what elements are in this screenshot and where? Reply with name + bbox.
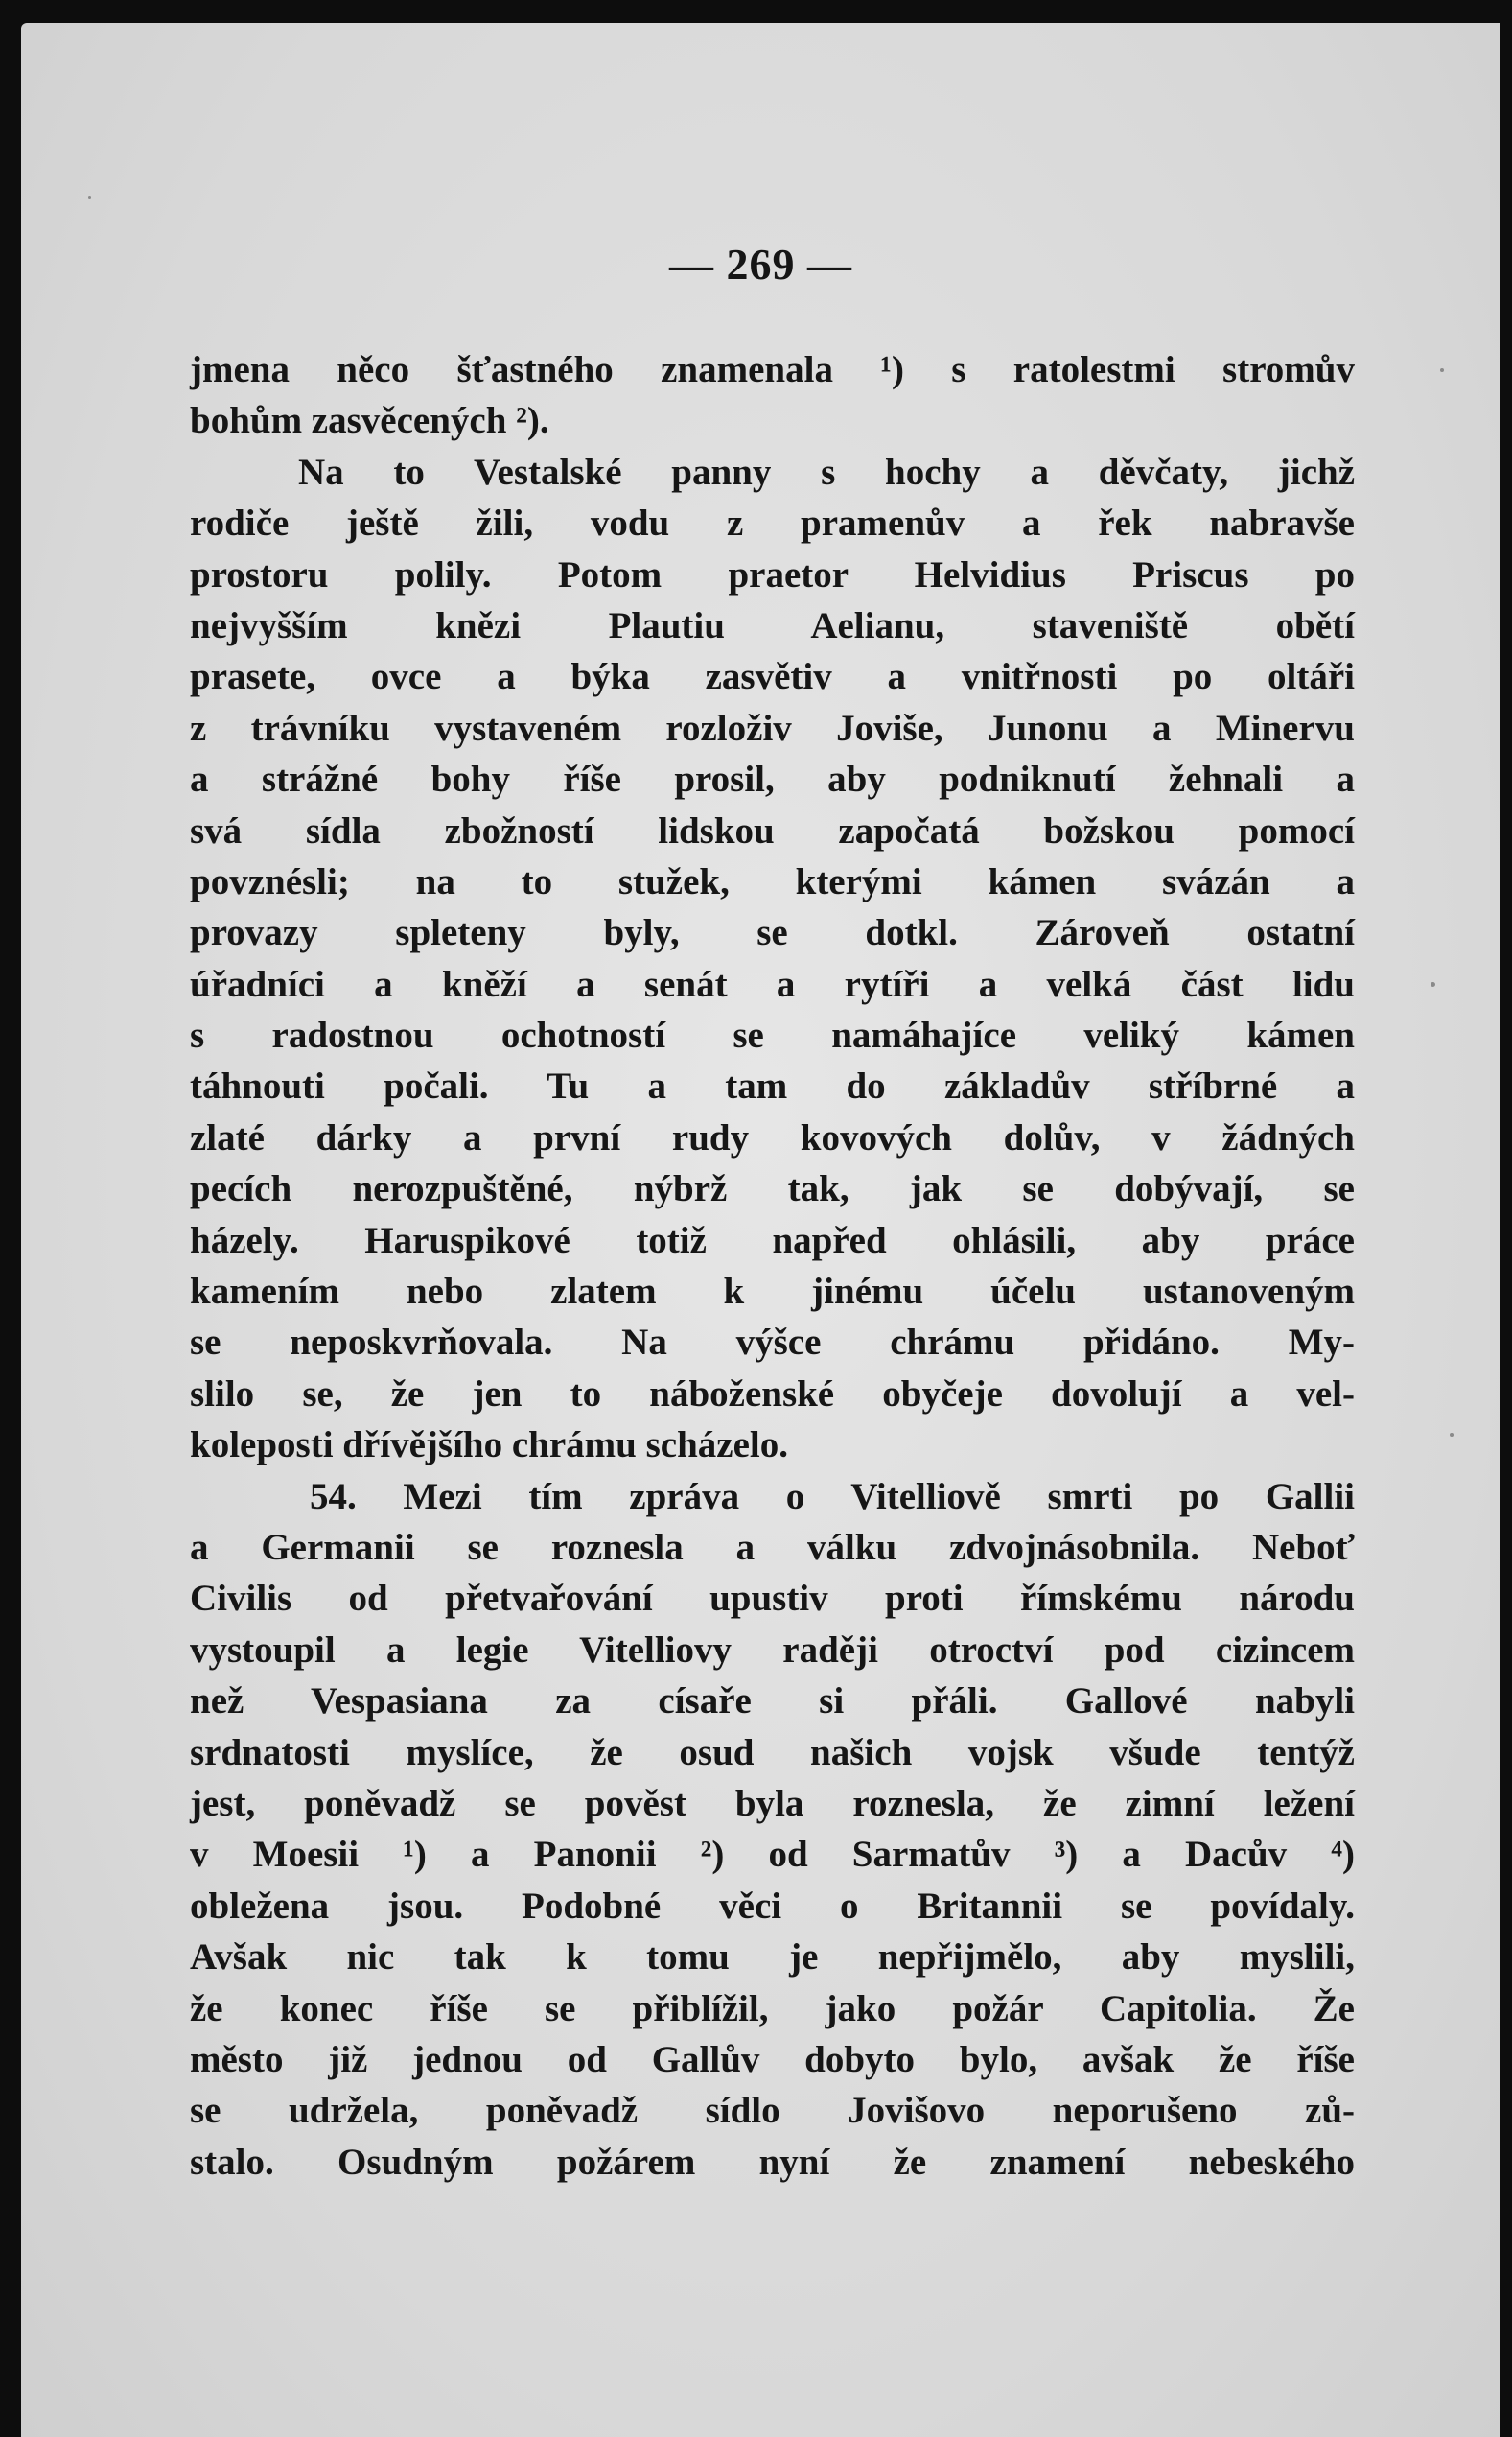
text-line: se neposkvrňovala. Na výšce chrámu přidáno. My- bbox=[190, 1322, 1355, 1364]
text-line: 54. Mezi tím zpráva o Vitelliově smrti po Gallii bbox=[310, 1475, 1355, 1517]
paper-speck bbox=[1450, 1433, 1454, 1437]
text-line: a strážné bohy říše prosil, aby podniknutí žehnali a bbox=[190, 759, 1355, 801]
text-line: Civilis od přetvařování upustiv proti římskému národu bbox=[190, 1578, 1355, 1620]
text-line: slilo se, že jen to náboženské obyčeje dovolují a vel- bbox=[190, 1372, 1355, 1415]
text-line: táhnouti počali. Tu a tam do základův stříbrné a bbox=[190, 1066, 1355, 1108]
text-line: stalo. Osudným požárem nyní že znamení nebeského bbox=[190, 2141, 1355, 2183]
text-line: zlaté dárky a první rudy kovových dolův, v žádných bbox=[190, 1116, 1355, 1159]
text-line: pecích nerozpuštěné, nýbrž tak, jak se dobývají, se bbox=[190, 1168, 1355, 1210]
text-line: bohům zasvěcených ²). bbox=[190, 400, 549, 442]
text-line: srdnatosti myslíce, že osud našich vojsk všude tentýž bbox=[190, 1731, 1355, 1773]
text-line: kamením nebo zlatem k jinému účelu ustanoveným bbox=[190, 1271, 1355, 1313]
book-page bbox=[21, 23, 1500, 2437]
text-line: prasete, ovce a býka zasvětiv a vnitřnosti po oltáři bbox=[190, 656, 1355, 698]
paper-speck bbox=[1431, 982, 1435, 987]
text-line: Avšak nic tak k tomu je nepřijmělo, aby myslili, bbox=[190, 1936, 1355, 1979]
text-line: Na to Vestalské panny s hochy a děvčaty, jichž bbox=[298, 451, 1355, 493]
text-line: se udržela, poněvadž sídlo Jovišovo neporušeno zů- bbox=[190, 2090, 1355, 2132]
page-number: — 269 — bbox=[669, 240, 852, 289]
text-line: město již jednou od Gallův dobyto bylo, avšak že říše bbox=[190, 2038, 1355, 2080]
paper-speck bbox=[1440, 368, 1444, 372]
text-line: házely. Haruspikové totiž napřed ohlásili, aby práce bbox=[190, 1219, 1355, 1261]
text-line: úřadníci a kněží a senát a rytíři a velká část lidu bbox=[190, 963, 1355, 1005]
text-line: s radostnou ochotností se namáhajíce veliký kámen bbox=[190, 1015, 1355, 1057]
text-line: z trávníku vystaveném rozloživ Joviše, Junonu a Minervu bbox=[190, 707, 1355, 749]
text-line: nejvyšším knězi Plautiu Aelianu, staveniště obětí bbox=[190, 604, 1355, 646]
text-line: že konec říše se přiblížil, jako požár Capitolia. Že bbox=[190, 1987, 1355, 2029]
text-line: v Moesii ¹) a Panonii ²) od Sarmatův ³) a Dacův ⁴) bbox=[190, 1834, 1355, 1876]
text-line: svá sídla zbožností lidskou započatá božskou pomocí bbox=[190, 809, 1355, 852]
paper-speck bbox=[88, 196, 91, 199]
text-line: prostoru polily. Potom praetor Helvidius Priscus po bbox=[190, 553, 1355, 596]
text-line: vystoupil a legie Vitelliovy raději otroctví pod cizincem bbox=[190, 1629, 1355, 1671]
text-line: jest, poněvadž se pověst byla roznesla, že zimní ležení bbox=[190, 1782, 1355, 1824]
text-line: obležena jsou. Podobné věci o Britannii se povídaly. bbox=[190, 1885, 1355, 1927]
body-text bbox=[190, 344, 1355, 2188]
text-line: jmena něco šťastného znamenala ¹) s ratolestmi stromův bbox=[190, 349, 1355, 390]
text-line: koleposti dřívějšího chrámu scházelo. bbox=[190, 1424, 788, 1466]
text-line: provazy spleteny byly, se dotkl. Zároveň ostatní bbox=[190, 912, 1355, 954]
text-line: rodiče ještě žili, vodu z pramenův a řek nabravše bbox=[190, 503, 1355, 545]
text-line: a Germanii se roznesla a válku zdvojnásobnila. Neboť bbox=[190, 1526, 1355, 1568]
text-line: než Vespasiana za císaře si přáli. Gallové nabyli bbox=[190, 1680, 1355, 1722]
text-line: povznésli; na to stužek, kterými kámen svázán a bbox=[190, 860, 1355, 902]
